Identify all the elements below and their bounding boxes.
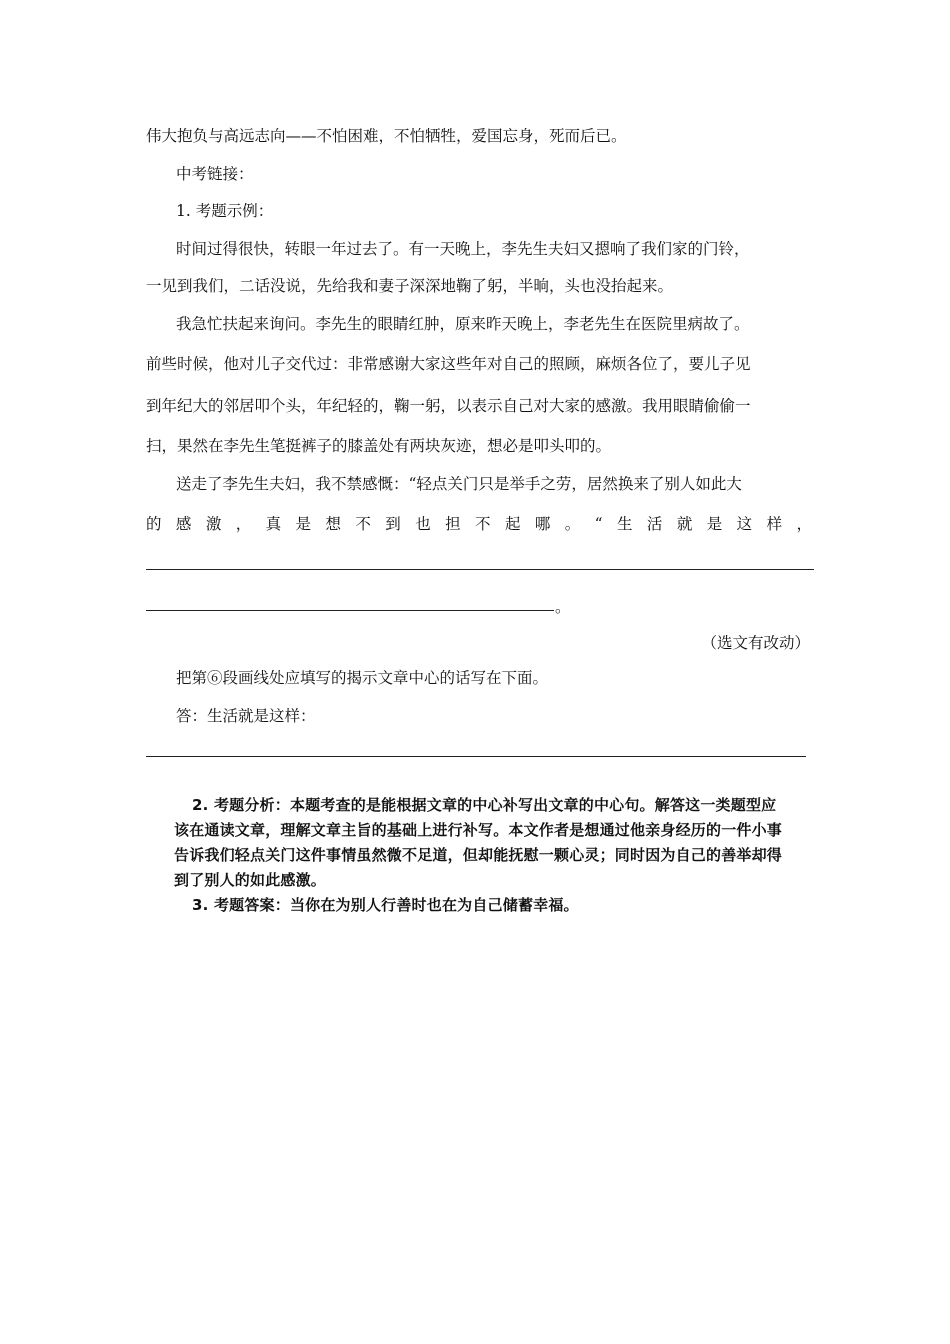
source-note: （选文有改动） — [701, 634, 810, 652]
answer-blank-line[interactable] — [146, 756, 806, 757]
paragraph-2-line-4: 扫，果然在李先生笔挺裤子的膝盖处有两块灰迹，想必是叩头叩的。 — [146, 437, 612, 455]
analysis-line-4: 到了别人的如此感激。 — [174, 871, 327, 889]
analysis-line-3: 告诉我们轻点关门这件事情虽然微不足道，但却能抚慰一颗心灵；同时因为自己的善举却得 — [174, 846, 783, 864]
paragraph-2-line-2: 前些时候，他对儿子交代过：非常感谢大家这些年对自己的照顾，麻烦各位了，要儿子见 — [146, 355, 751, 373]
analysis-line-2: 该在通读文章，理解文章主旨的基础上进行补写。本文作者是想通过他亲身经历的一件小事 — [174, 821, 783, 839]
fill-blank-line-1[interactable] — [146, 569, 814, 570]
answer-label: 答：生活就是这样： — [176, 707, 316, 725]
paragraph-3-line-1: 送走了李先生夫妇，我不禁感慨：“轻点关门只是举手之劳，居然换来了别人如此大 — [176, 475, 742, 493]
paragraph-2-line-1: 我急忙扶起来询问。李先生的眼睛红肿，原来昨天晚上，李老先生在医院里病故了。 — [176, 315, 750, 333]
paragraph-3-line-2: 的感激，真是想不到也担不起哪。“生活就是这样， — [146, 515, 812, 533]
passage-intro-line: 伟大抱负与高远志向——不怕困难，不怕牺牲，爱国忘身，死而后已。 — [146, 127, 627, 145]
answer-line: 3. 考题答案：当你在为别人行善时也在为自己储蓄幸福。 — [192, 896, 579, 914]
section-heading: 中考链接： — [176, 165, 254, 183]
analysis-line-1: 2. 考题分析：本题考查的是能根据文章的中心补写出文章的中心句。解答这一类题型应 — [192, 796, 777, 814]
example-label: 1. 考题示例： — [176, 202, 274, 220]
question-prompt: 把第⑥段画线处应填写的揭示文章中心的话写在下面。 — [176, 669, 549, 687]
paragraph-1-line-2: 一见到我们，二话没说，先给我和妻子深深地鞠了躬，半晌，头也没抬起来。 — [146, 277, 674, 295]
paragraph-1-line-1: 时间过得很快，转眼一年过去了。有一天晚上，李先生夫妇又摁响了我们家的门铃， — [176, 240, 750, 258]
paragraph-2-line-3: 到年纪大的邻居叩个头，年纪轻的，鞠一躬，以表示自己对大家的感激。我用眼睛偷偷一 — [146, 397, 751, 415]
blank-end-period: 。 — [555, 598, 571, 616]
fill-blank-line-2[interactable] — [146, 610, 554, 611]
